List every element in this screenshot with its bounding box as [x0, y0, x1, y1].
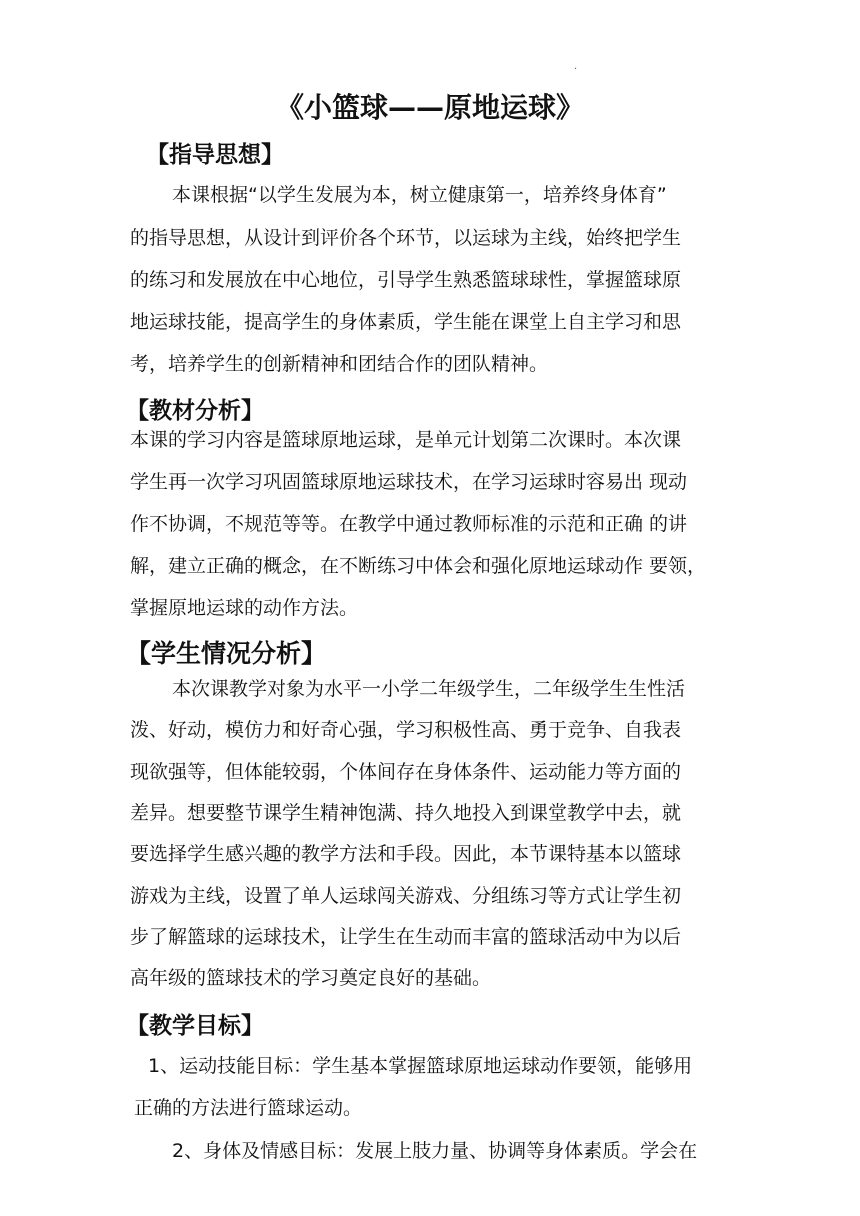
- paragraph-line: 考，培养学生的创新精神和团结合作的团队精神。: [130, 353, 549, 375]
- paragraph-line: 2、身体及情感目标：发展上肢力量、协调等身体素质。学会在: [172, 1140, 698, 1162]
- paragraph-line: 要选择学生感兴趣的教学方法和手段。因此，本节课特基本以篮球: [130, 843, 682, 865]
- paragraph-line: 1、运动技能目标：学生基本掌握篮球原地运球动作要领，能够用: [148, 1055, 693, 1077]
- paragraph-line: 步了解篮球的运球技术，让学生在生动而丰富的篮球活动中为以后: [130, 926, 682, 948]
- document-title: 《小篮球——原地运球》: [275, 91, 584, 124]
- paragraph-line: 本课根据“以学生发展为本，树立健康第一，培养终身体育”: [172, 184, 667, 206]
- paragraph-line: 现欲强等，但体能较弱，个体间存在身体条件、运动能力等方面的: [130, 761, 682, 783]
- paragraph-line: 的练习和发展放在中心地位，引导学生熟悉篮球球性，掌握篮球原: [130, 269, 682, 291]
- section-heading-teaching-objectives: 【教学目标】: [126, 1013, 264, 1039]
- paragraph-line: 的指导思想，从设计到评价各个环节，以运球为主线，始终把学生: [130, 227, 682, 249]
- section-heading-material-analysis: 【教材分析】: [126, 398, 264, 424]
- section-heading-student-analysis: 【学生情况分析】: [126, 639, 327, 668]
- paragraph-line: 本次课教学对象为水平一小学二年级学生，二年级学生生性活: [172, 678, 686, 700]
- top-dot-mark: .: [574, 61, 578, 72]
- paragraph-line: 作不协调，不规范等等。在教学中通过教师标准的示范和正确 的讲: [130, 513, 688, 535]
- paragraph-line: 学生再一次学习巩固篮球原地运球技术，在学习运球时容易出 现动: [130, 471, 688, 493]
- paragraph-line: 掌握原地运球的动作方法。: [130, 597, 359, 619]
- paragraph-line: 差异。想要整节课学生精神饱满、持久地投入到课堂教学中去，就: [130, 802, 682, 824]
- section-heading-guiding-ideology: 【指导思想】: [146, 142, 284, 168]
- paragraph-line: 本课的学习内容是篮球原地运球，是单元计划第二次课时。本次课: [130, 429, 682, 451]
- paragraph-line: 正确的方法进行篮球运动。: [134, 1097, 363, 1119]
- paragraph-line: 游戏为主线，设置了单人运球闯关游戏、分组练习等方式让学生初: [130, 885, 682, 907]
- paragraph-line: 泼、好动，模仿力和好奇心强，学习积极性高、勇于竞争、自我表: [130, 719, 682, 741]
- paragraph-line: 地运球技能，提高学生的身体素质，学生能在课堂上自主学习和思: [130, 311, 682, 333]
- paragraph-line: 高年级的篮球技术的学习奠定良好的基础。: [130, 967, 492, 989]
- paragraph-line: 解，建立正确的概念，在不断练习中体会和强化原地运球动作 要领，: [130, 555, 707, 577]
